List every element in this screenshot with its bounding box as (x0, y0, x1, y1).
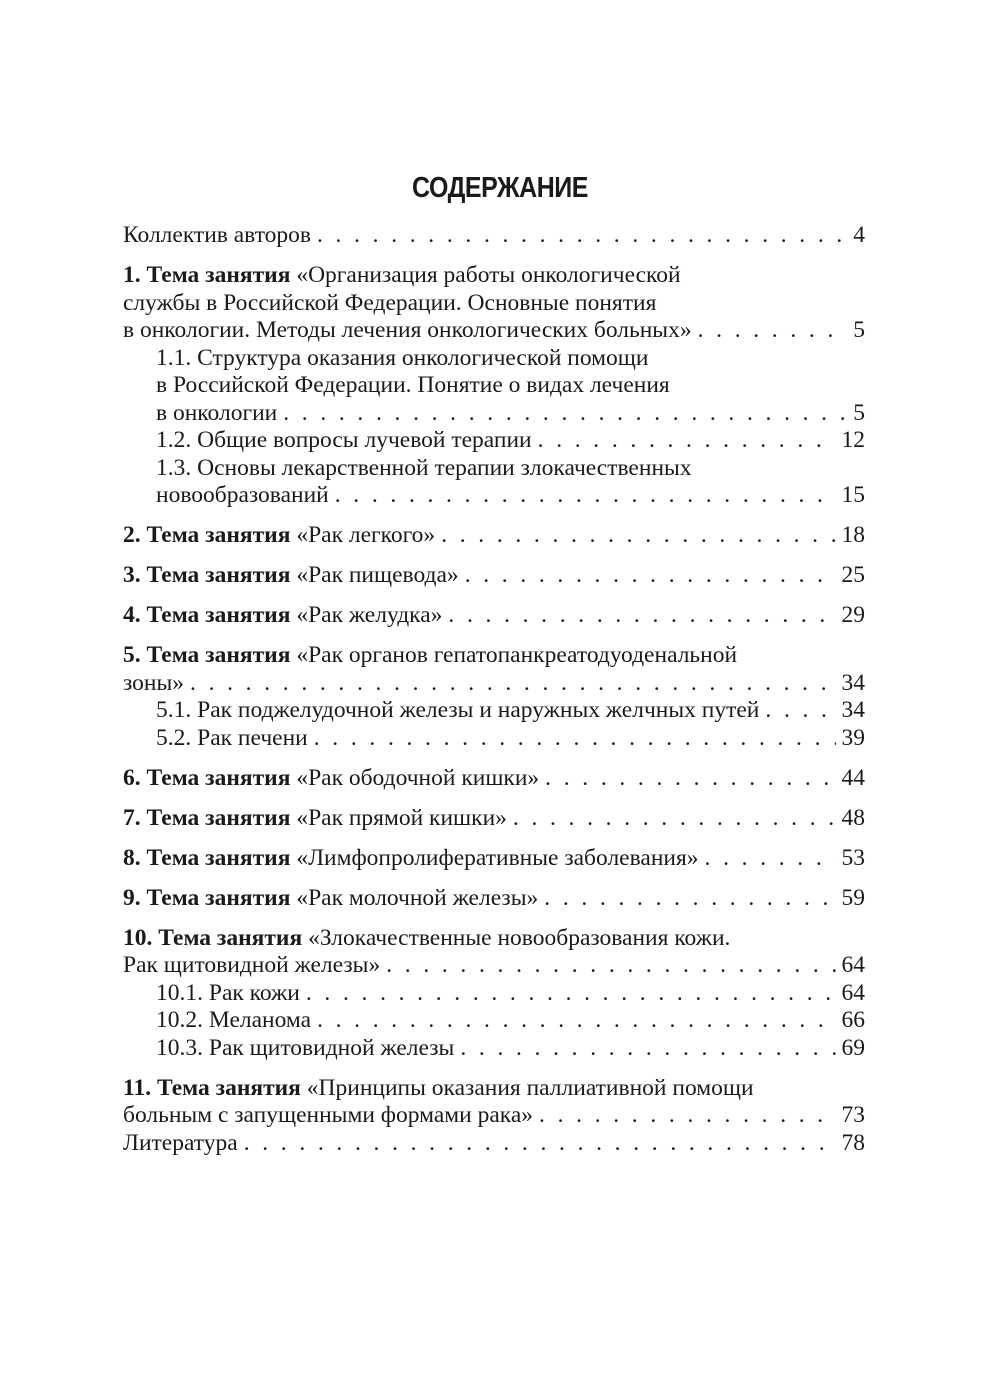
leader-dots (465, 562, 836, 590)
topic-title-line: Рак щитовидной железы» (123, 952, 381, 978)
page-title: СОДЕРЖАНИЕ (411, 172, 589, 204)
page-number: 64 (841, 979, 865, 1006)
leader-dots (283, 400, 847, 428)
leader-dots (317, 222, 847, 250)
toc-topic-6[interactable] (123, 765, 865, 793)
toc-topic-7[interactable] (123, 805, 865, 833)
toc-topic-4[interactable] (123, 602, 865, 630)
topic-label: Тема занятия (146, 764, 291, 791)
leader-dots (705, 845, 836, 873)
topic-number: 7. (123, 804, 141, 831)
page-number: 12 (841, 427, 865, 453)
topic-title-line: больным с запущенными формами рака» (123, 1102, 534, 1128)
page-number: 78 (841, 1129, 865, 1156)
page-number: 69 (841, 1034, 865, 1061)
subsection-10-2[interactable] (123, 1007, 865, 1035)
topic-title: «Рак молочной железы» (296, 884, 539, 911)
topic-number: 3. (123, 562, 141, 588)
leader-dots (545, 765, 835, 793)
subsection-title-line: в Российской Федерации. Понятие о видах лечения (156, 372, 670, 398)
subsection-1-2[interactable] (123, 427, 865, 455)
toc-entry-authors[interactable] (123, 222, 865, 250)
topic-number: 4. (123, 602, 141, 628)
page-number: 48 (841, 804, 865, 831)
topic-label: Тема занятия (156, 1074, 301, 1101)
leader-dots (538, 427, 836, 455)
toc-entry-text: Коллектив авторов (123, 222, 311, 248)
topic-label: Тема занятия (158, 924, 303, 951)
page-number: 73 (841, 1102, 865, 1128)
subsection-title-line: 5.1. Рак поджелудочной железы и наружных желчных путей (156, 697, 760, 723)
page-number: 66 (841, 1007, 865, 1033)
page-number: 53 (841, 844, 865, 871)
page-number: 5 (853, 317, 865, 343)
subsection-title-line: 10.1. Рак кожи (156, 979, 300, 1006)
topic-number: 9. (123, 884, 141, 911)
table-of-contents (123, 222, 865, 1170)
topic-title: «Рак прямой кишки» (296, 804, 507, 831)
subsection-10-1[interactable] (123, 980, 865, 1008)
topic-label: Тема занятия (146, 804, 291, 831)
subsection-1-3[interactable] (123, 455, 865, 510)
topic-number: 6. (123, 764, 141, 791)
page-number: 18 (841, 522, 865, 548)
leader-dots (698, 317, 848, 345)
leader-dots (448, 602, 835, 630)
topic-label: Тема занятия (146, 642, 291, 668)
topic-title: «Рак желудка» (296, 602, 443, 628)
toc-topic-9[interactable] (123, 885, 865, 913)
subsection-title-line: 1.3. Основы лекарственной терапии злокачественных (156, 454, 692, 481)
subsection-title-line: новообразований (156, 482, 329, 508)
page-number: 15 (841, 482, 865, 508)
topic-title-line: «Организация работы онкологической (296, 262, 681, 288)
topic-title-line: «Принципы оказания паллиативной помощи (306, 1074, 754, 1101)
page-number: 25 (841, 562, 865, 588)
page-number: 64 (841, 952, 865, 978)
toc-topic-8[interactable] (123, 845, 865, 873)
subsection-title-line: 10.2. Меланома (156, 1007, 312, 1033)
topic-title-line: «Злокачественные новообразования кожи. (308, 924, 731, 951)
leader-dots (317, 1007, 835, 1035)
leader-dots (544, 885, 835, 913)
topic-number: 10. (123, 924, 153, 951)
toc-entry-text: Литература (123, 1129, 238, 1156)
subsection-1-1[interactable] (123, 345, 865, 428)
topic-title: «Рак ободочной кишки» (296, 764, 540, 791)
leader-dots (306, 980, 836, 1008)
leader-dots (765, 697, 835, 725)
topic-label: Тема занятия (146, 884, 291, 911)
leader-dots (314, 725, 836, 753)
leader-dots (513, 805, 836, 833)
toc-topic-3[interactable] (123, 562, 865, 590)
page-number: 29 (841, 602, 865, 628)
topic-title: «Рак пищевода» (296, 562, 459, 588)
toc-entry-literature[interactable] (123, 1130, 865, 1158)
page-number: 34 (841, 669, 865, 696)
toc-topic-5[interactable] (123, 642, 865, 752)
page-number: 5 (853, 399, 865, 426)
toc-topic-1[interactable] (123, 262, 865, 510)
subsection-title-line: 5.2. Рак печени (156, 724, 308, 751)
topic-title-line: в онкологии. Методы лечения онкологических больных» (123, 317, 692, 343)
leader-dots (460, 1035, 835, 1063)
leader-dots (441, 522, 835, 550)
topic-title-line: зоны» (123, 669, 185, 696)
subsection-5-1[interactable] (123, 697, 865, 725)
subsection-10-3[interactable] (123, 1035, 865, 1063)
subsection-title-line: 10.3. Рак щитовидной железы (156, 1034, 455, 1061)
leader-dots (190, 670, 835, 698)
page-number: 44 (841, 764, 865, 791)
topic-label: Тема занятия (146, 522, 291, 548)
leader-dots (335, 482, 836, 510)
topic-number: 2. (123, 522, 141, 548)
page-number: 4 (853, 222, 865, 248)
topic-title-line: «Рак органов гепатопанкреатодуоденальной (296, 642, 738, 668)
leader-dots (539, 1102, 835, 1130)
toc-topic-11[interactable] (123, 1075, 865, 1130)
topic-label: Тема занятия (146, 602, 291, 628)
topic-number: 8. (123, 844, 141, 871)
page-number: 59 (841, 884, 865, 911)
topic-title-line: службы в Российской Федерации. Основные понятия (123, 289, 657, 316)
topic-number: 5. (123, 642, 141, 668)
toc-topic-10[interactable] (123, 925, 865, 1063)
page-number: 39 (841, 724, 865, 751)
page-number: 34 (841, 697, 865, 723)
topic-title: «Лимфопролиферативные заболевания» (296, 844, 699, 871)
topic-label: Тема занятия (146, 844, 291, 871)
topic-number: 1. (123, 262, 141, 288)
leader-dots (244, 1130, 836, 1158)
subsection-title-line: в онкологии (156, 399, 278, 426)
topic-number: 11. (123, 1074, 152, 1101)
toc-topic-2[interactable] (123, 522, 865, 550)
subsection-title-line: 1.1. Структура оказания онкологической помощи (156, 344, 649, 371)
leader-dots (386, 952, 835, 980)
topic-title: «Рак легкого» (296, 522, 436, 548)
subsection-title-line: 1.2. Общие вопросы лучевой терапии (156, 427, 532, 453)
subsection-5-2[interactable] (123, 725, 865, 753)
topic-label: Тема занятия (146, 262, 291, 288)
topic-label: Тема занятия (146, 562, 291, 588)
